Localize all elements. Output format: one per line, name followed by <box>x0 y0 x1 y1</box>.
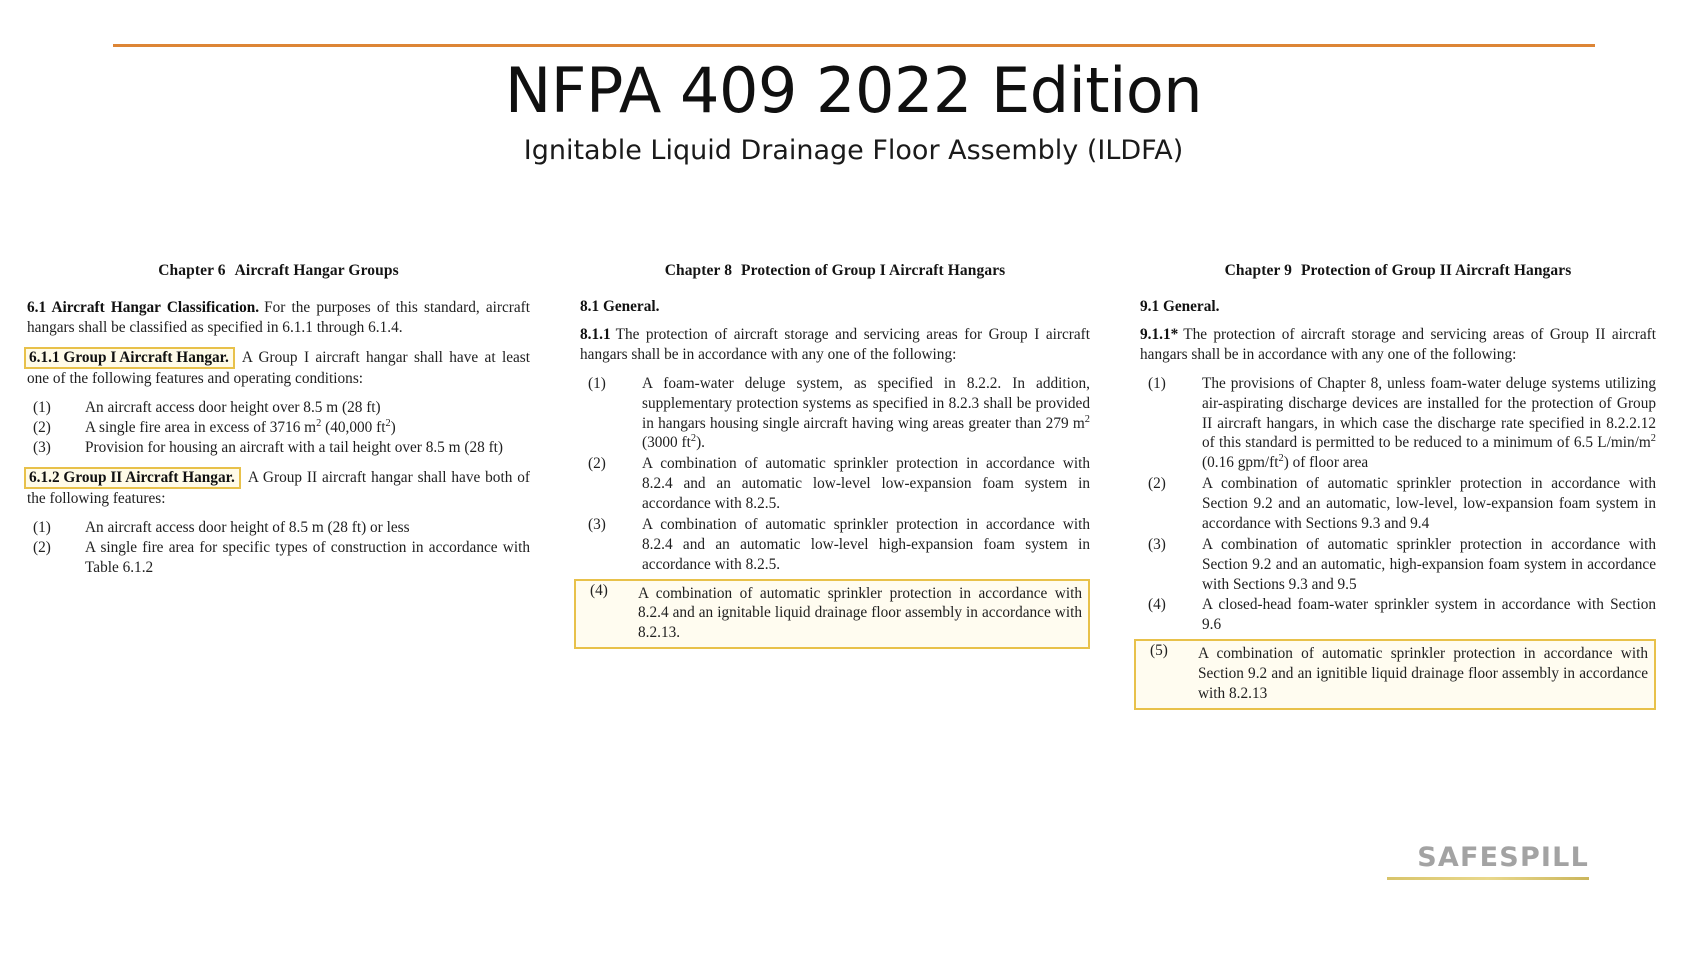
list-item <box>27 438 530 458</box>
header-accent-rule <box>113 44 1595 47</box>
list-8-1-1 <box>580 374 1090 649</box>
chapter-heading-9 <box>1140 262 1656 280</box>
chapter-number: Chapter 8 <box>664 262 733 279</box>
list-text: A single fire area for specific types of construction in accordance with Table 6.1.2 <box>85 539 530 577</box>
list-item <box>580 515 1090 575</box>
list-text: A combination of automatic sprinkler protection in accordance with 8.2.4 and an ignitable liquid drainage floor assembly in accordance with 8.2.13. <box>638 584 1082 642</box>
title-block <box>0 54 1707 167</box>
column-chapter-9 <box>1140 262 1656 719</box>
column-chapter-6 <box>27 262 530 587</box>
paragraph-body: A Group I aircraft hangar shall have at least one of the following features and operating conditions: <box>27 348 530 388</box>
list-text: A single fire area in excess of 3716 $m^2$ (40,000 $ft^2$) <box>85 417 396 437</box>
paragraph-9-1-1 <box>1140 325 1656 365</box>
section-heading-8-1: 8.1 General. <box>580 298 660 315</box>
list-text: An aircraft access door height over 8.5 m (28 ft) <box>85 399 381 417</box>
list-6-1-2 <box>27 518 530 578</box>
paragraph-lead: 9.1.1* <box>1140 326 1179 343</box>
list-marker: (2) <box>1148 475 1166 493</box>
chapter-title: Aircraft Hangar Groups <box>234 262 399 279</box>
list-marker: (4) <box>1148 596 1166 614</box>
list-item <box>580 454 1090 514</box>
highlight-box-6-1-2: 6.1.2 Group II Aircraft Hangar. <box>24 467 241 490</box>
chapter-title: Protection of Group II Aircraft Hangars <box>1300 262 1572 279</box>
list-item <box>27 518 530 538</box>
list-text: The provisions of Chapter 8, unless foam-water deluge systems utilizing air-aspirating discharge devices are installed for the protection of Group II aircraft hangars, in which case the discharge rate specified in 8.2.2.12 of this standard is permitted to be reduced to a minimum of 6.5 $L/\min/m^2$ (0.16 gpm/$ft^2$) of floor area <box>1202 374 1656 472</box>
paragraph-8-1-1 <box>580 325 1090 365</box>
paragraph-body: For the purposes of this standard, aircraft hangars shall be classified as specified in 6.1.1 through 6.1.4. <box>27 299 530 336</box>
list-text: An aircraft access door height of 8.5 m (28 ft) or less <box>85 519 410 537</box>
list-text: A foam-water deluge system, as specified in 8.2.2. In addition, supplementary protection systems as specified in 8.2.3 shall be provided in hangars housing single aircraft having wing areas greater than 279 $m^2$ (3000 $ft^2$). <box>642 374 1090 452</box>
list-marker: (1) <box>33 519 51 537</box>
list-text: A combination of automatic sprinkler protection in accordance with Section 9.2 and an automatic, low-level, low-expansion foam system in accordance with Sections 9.3 and 9.4 <box>1202 475 1656 532</box>
list-text: A combination of automatic sprinkler protection in accordance with Section 9.2 and an automatic, high-expansion foam system in accordance with Sections 9.3 and 9.5 <box>1202 535 1656 593</box>
paragraph-6-1-1 <box>27 347 530 389</box>
paragraph-body: A Group II aircraft hangar shall have both of the following features: <box>27 468 530 508</box>
chapter-heading-6 <box>27 262 530 280</box>
document-columns <box>0 262 1707 822</box>
column-chapter-8 <box>580 262 1090 658</box>
list-item <box>27 418 530 438</box>
list-marker: (3) <box>588 515 606 533</box>
chapter-number: Chapter 9 <box>1224 262 1292 279</box>
list-text: Provision for housing an aircraft with a tail height over 8.5 m (28 ft) <box>85 438 504 456</box>
chapter-heading-8 <box>580 262 1090 280</box>
list-item <box>1140 374 1656 473</box>
highlight-box-8-1-1-item-4 <box>574 579 1090 650</box>
list-item <box>1140 595 1656 635</box>
list-text: A combination of automatic sprinkler protection in accordance with Section 9.2 and an ignitible liquid drainage floor assembly in accordance with 8.2.13 <box>1198 645 1648 702</box>
list-marker: (3) <box>33 438 51 456</box>
list-item <box>27 538 530 578</box>
list-text: A closed-head foam-water sprinkler system in accordance with Section 9.6 <box>1202 596 1656 634</box>
page-title: NFPA 409 2022 Edition <box>504 54 1203 127</box>
list-item <box>1140 474 1656 534</box>
safespill-logo <box>1387 842 1589 880</box>
logo-underline <box>1387 877 1589 880</box>
page-subtitle: Ignitable Liquid Drainage Floor Assembly (ILDFA) <box>523 135 1184 167</box>
list-marker: (4) <box>590 581 608 599</box>
list-marker: (3) <box>1148 535 1166 553</box>
list-text: A combination of automatic sprinkler protection in accordance with 8.2.4 and an automatic low-level low-expansion foam system in accordance with 8.2.5. <box>642 455 1090 512</box>
paragraph-lead: 6.1 Aircraft Hangar Classification. <box>27 299 260 316</box>
logo-wordmark: SAFESPILL <box>1417 842 1589 873</box>
paragraph-body: The protection of aircraft storage and servicing areas for Group I aircraft hangars shall be in accordance with any one of the following: <box>580 326 1090 363</box>
section-heading-9-1: 9.1 General. <box>1140 298 1220 315</box>
paragraph-lead: 8.1.1 <box>580 326 611 343</box>
paragraph-6-1 <box>27 298 530 338</box>
highlight-box-9-1-1-item-5 <box>1134 639 1656 710</box>
chapter-number: Chapter 6 <box>158 262 226 279</box>
highlight-box-6-1-1: 6.1.1 Group I Aircraft Hangar. <box>24 347 235 370</box>
paragraph-body: The protection of aircraft storage and servicing areas of Group II aircraft hangars shall be in accordance with any one of the following: <box>1140 326 1656 363</box>
list-marker: (2) <box>33 419 51 437</box>
list-marker: (1) <box>1148 374 1166 392</box>
paragraph-6-1-2 <box>27 467 530 509</box>
list-9-1-1 <box>1140 374 1656 710</box>
list-marker: (2) <box>33 539 51 557</box>
list-6-1-1 <box>27 398 530 458</box>
list-marker: (5) <box>1150 642 1168 660</box>
chapter-title: Protection of Group I Aircraft Hangars <box>741 262 1006 279</box>
list-marker: (1) <box>33 399 51 417</box>
list-item <box>27 398 530 418</box>
list-text: A combination of automatic sprinkler protection in accordance with 8.2.4 and an automatic low-level high-expansion foam system in accordance with 8.2.5. <box>642 515 1090 573</box>
list-marker: (1) <box>588 374 606 392</box>
list-item <box>580 374 1090 454</box>
list-marker: (2) <box>588 455 606 473</box>
list-item <box>1140 535 1656 595</box>
